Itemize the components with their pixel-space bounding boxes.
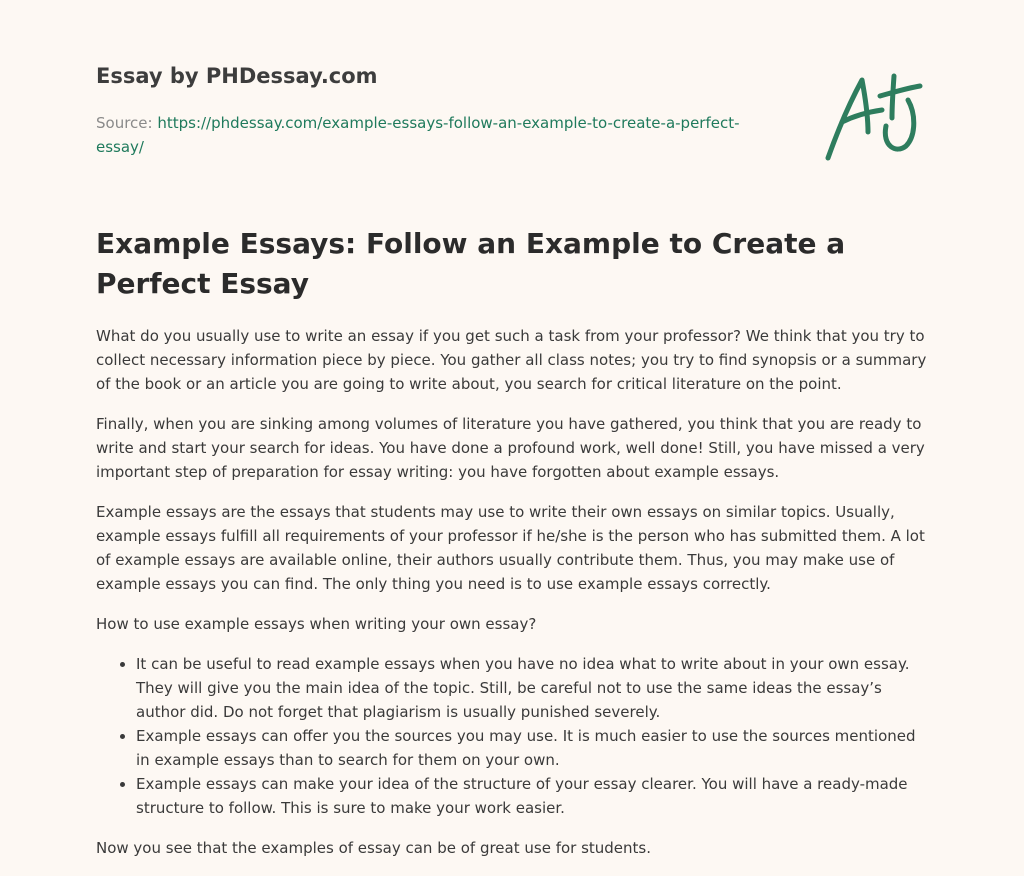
paragraph: Example essays are the essays that students may use to write their own essays on similar topics. Usually, example essays fulfill all requirements of your professor if he/she is the person who has submitted them. A lot of example essays are available online, their authors usually contribute them. Thus, you may make use of example essays you can find. The only thing you need is to use example essays correctly. (96, 503, 925, 593)
essay-page (96, 0, 928, 857)
article-body (96, 324, 928, 876)
a-plus-grade-icon (824, 70, 924, 165)
paragraph: What do you usually use to write an essay if you get such a task from your professor? We think that you try to collect necessary information piece by piece. You gather all class notes; you try to find synopsis or a summary of the book or an article you are going to write about, you search for critical literature on the point. (96, 327, 927, 393)
source-link[interactable]: https://phdessay.com/example-essays-follow-an-example-to-create-a-perfect-essay/ (96, 114, 740, 156)
site-title: Essay by PHDessay.com (96, 64, 378, 88)
closing-paragraph: Now you see that the examples of essay can be of great use for students. (96, 839, 652, 857)
tips-list (96, 652, 928, 820)
list-item: • It can be useful to read example essays when you have no idea what to write about in your own essay. They will give you the main idea of the topic. Still, be careful not to use the same ideas the essay’s author did. Do not forget that plagiarism is usually punished severely. (136, 652, 928, 724)
source-line (96, 111, 776, 159)
paragraph: How to use example essays when writing your own essay? (96, 615, 537, 633)
article-title: Example Essays: Follow an Example to Create a Perfect Essay (96, 227, 846, 300)
plus-vertical-stroke (892, 76, 894, 118)
source-label: Source: (96, 114, 158, 132)
site-header (96, 0, 928, 200)
list-item: • Example essays can offer you the sources you may use. It is much easier to use the sources mentioned in example essays than to search for them on your own. (136, 724, 928, 772)
plus-horizontal-stroke (880, 86, 920, 96)
list-item: • Example essays can make your idea of the structure of your essay clearer. You will have a ready-made structure to follow. This is sure to make your work easier. (136, 772, 928, 820)
paragraph: Finally, when you are sinking among volumes of literature you have gathered, you think that you are ready to write and start your search for ideas. You have done a profound work, well done! Still, you have missed a very important step of preparation for essay writing: you have forgotten about example essays. (96, 415, 925, 481)
circle-loop-stroke (885, 100, 913, 149)
